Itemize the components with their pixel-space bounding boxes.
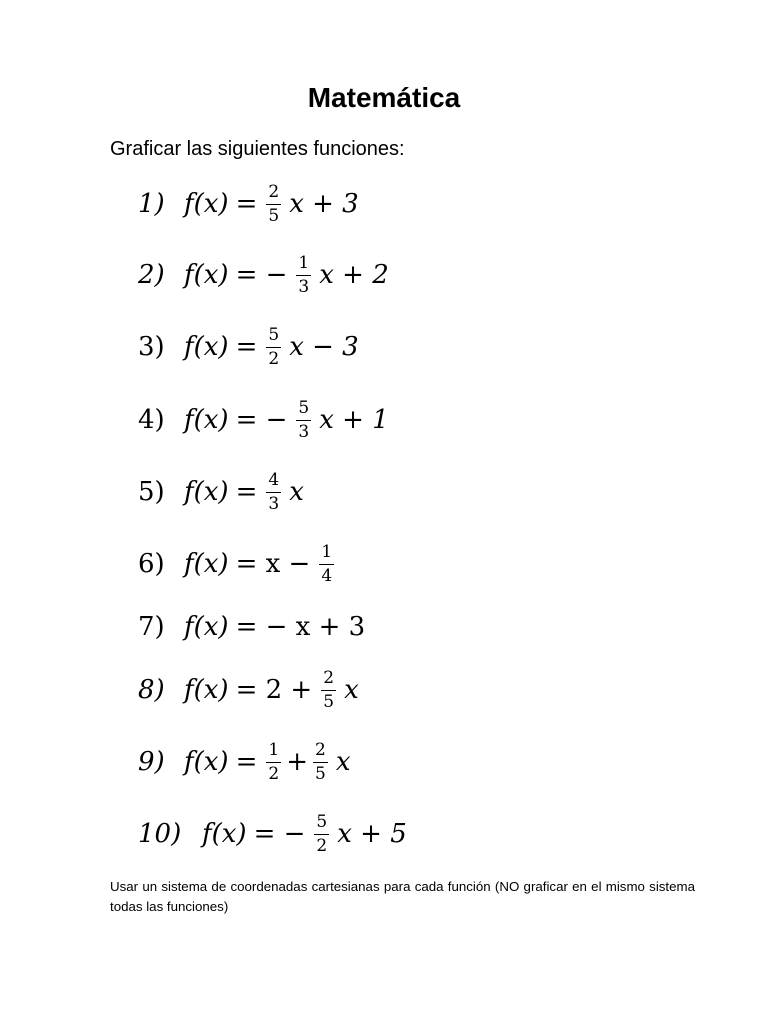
exercise-4: [138, 390, 389, 450]
function-lhs: f(x): [184, 332, 229, 362]
exercise-9: [138, 732, 351, 792]
expression-tail: x: [289, 477, 304, 507]
exercise-7: [138, 597, 372, 657]
exercise-label: 7): [138, 612, 165, 642]
numerator: 1: [296, 255, 311, 276]
fraction: [266, 739, 281, 784]
numerator: 5: [314, 814, 329, 835]
function-lhs: f(x): [184, 612, 229, 642]
exercise-label: 4): [138, 405, 165, 435]
function-lhs: f(x): [184, 405, 229, 435]
denominator: 3: [298, 421, 310, 442]
expression-tail: x + 2: [319, 260, 389, 290]
footnote-instruction: Usar un sistema de coordenadas cartesianas para cada función (NO graficar en el mismo sistema todas las funciones): [110, 879, 695, 914]
expression-tail: x + 3: [289, 189, 359, 219]
numerator: 2: [266, 184, 281, 205]
denominator: 3: [298, 276, 310, 297]
exercise-label: 6): [138, 549, 165, 579]
fraction: [266, 324, 281, 369]
fraction: [296, 252, 311, 297]
exercise-6: [138, 534, 336, 594]
function-lhs: f(x): [184, 675, 229, 705]
numerator: 2: [321, 670, 336, 691]
exercise-label: 2): [138, 260, 165, 290]
exercise-3: [138, 317, 359, 377]
numerator: 5: [296, 400, 311, 421]
equals: = −: [235, 405, 288, 435]
fraction: [296, 397, 311, 442]
exercise-label: 9): [138, 747, 165, 777]
fraction: [313, 739, 328, 784]
instructions: Graficar las siguientes funciones:: [110, 138, 405, 160]
denominator: 2: [268, 348, 280, 369]
equals: =: [235, 189, 258, 219]
expression-tail: x: [335, 747, 351, 777]
denominator: 3: [268, 493, 280, 514]
exercise-1: [138, 174, 359, 234]
equals: = 2 +: [235, 675, 313, 705]
exercise-label: 5): [138, 477, 165, 507]
equals: = x −: [235, 549, 311, 579]
numerator: 1: [266, 742, 281, 763]
numerator: 5: [266, 327, 281, 348]
denominator: 4: [321, 565, 333, 586]
expression-tail: x − 3: [289, 332, 359, 362]
equals: =: [235, 332, 258, 362]
equals: = −: [253, 819, 306, 849]
denominator: 2: [316, 835, 328, 856]
exercise-label: 8): [138, 675, 165, 705]
function-lhs: f(x): [184, 549, 229, 579]
exercise-label: 1): [138, 189, 165, 219]
equals: = −: [235, 260, 288, 290]
equals: =: [235, 747, 258, 777]
denominator: 5: [323, 691, 335, 712]
function-lhs: f(x): [184, 747, 229, 777]
denominator: 2: [268, 763, 280, 784]
exercise-label: 10): [138, 819, 182, 849]
fraction: [266, 181, 281, 226]
function-lhs: f(x): [202, 819, 247, 849]
numerator: 1: [319, 544, 334, 565]
expression-tail: x: [344, 675, 359, 705]
denominator: 5: [268, 205, 280, 226]
exercise-10: [138, 804, 407, 864]
plus: +: [286, 747, 308, 777]
expression-rhs: = − x + 3: [235, 612, 366, 642]
numerator: 2: [313, 742, 328, 763]
numerator: 4: [266, 472, 281, 493]
expression-tail: x + 5: [337, 819, 407, 849]
fraction: [314, 811, 329, 856]
fraction: [266, 469, 281, 514]
equals: =: [235, 477, 258, 507]
function-lhs: f(x): [184, 477, 229, 507]
exercise-2: [138, 245, 389, 305]
function-lhs: f(x): [184, 189, 229, 219]
expression-tail: x + 1: [319, 405, 389, 435]
page-title: Matemática: [307, 82, 461, 113]
function-lhs: f(x): [184, 260, 229, 290]
denominator: 5: [315, 763, 326, 784]
exercise-8: [138, 660, 359, 720]
exercise-label: 3): [138, 332, 165, 362]
exercise-5: [138, 462, 304, 522]
fraction: [321, 667, 336, 712]
fraction: [319, 541, 334, 586]
